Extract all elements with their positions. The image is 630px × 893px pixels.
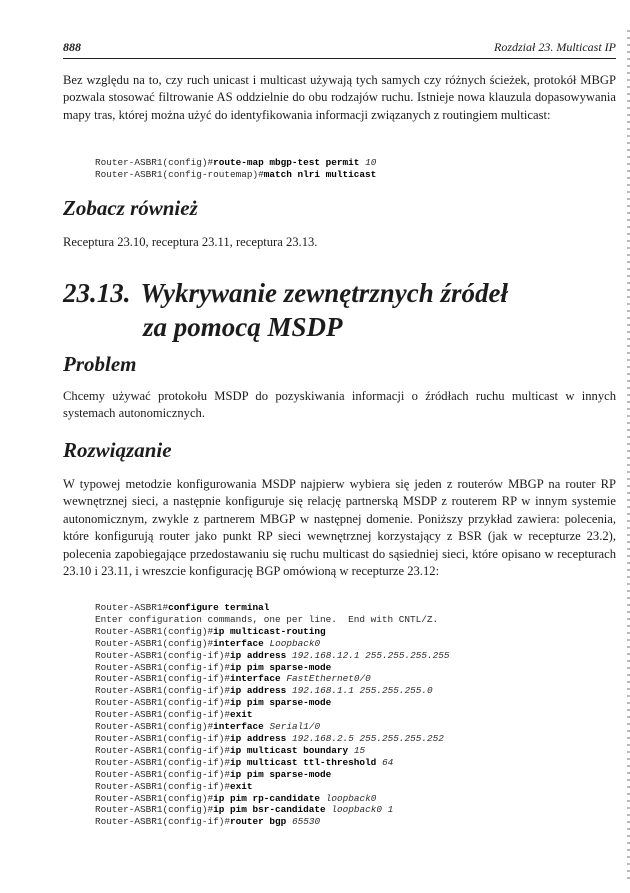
- code-prompt: Router-ASBR1(config-if)#: [95, 661, 231, 673]
- solution-text: W typowej metodzie konfigurowania MSDP najpierw wybiera się jeden z routerów MBGP na router RP wewnętrznej sieci, a następnie konfiguruje się relację partnerską MSDP z routerem RP w innym systemie autonomicznym, zwykle z partnerem MBGP w następnej domenie. Poniższy przykład zawiera: polecenia, które konfigurują router jako punkt RP sieci wewnętrznej korzystający z BSR (jak w recepturze 23.2), polecenia zapobiegające przedostawaniu się ruchu multicast do sąsiedniej sieci, które opisano w recepturach 23.10 i 23.11, i wreszcie konfigurację BGP omówioną w recepturze 23.12:: [63, 477, 616, 579]
- code-prompt: Router-ASBR1(config)#: [95, 157, 214, 168]
- code-line: [95, 673, 449, 685]
- code-prompt: Router-ASBR1(config-if)#: [95, 685, 231, 697]
- code-line: [95, 733, 449, 745]
- code-line: [95, 650, 449, 662]
- see-also-heading: Zobacz również: [63, 196, 198, 220]
- code-prompt: Router-ASBR1#: [95, 602, 169, 613]
- code-prompt: Router-ASBR1(config-if)#: [95, 709, 231, 721]
- section-title: [63, 276, 508, 344]
- code-prompt: Router-ASBR1(config-if)#: [95, 816, 231, 828]
- code-cmd: ip address: [230, 649, 287, 661]
- code-arg: Loopback0: [269, 637, 321, 649]
- code-prompt: Router-ASBR1(config-routemap)#: [95, 168, 264, 180]
- code-line: [95, 685, 449, 697]
- code-block-route-map: [95, 157, 376, 181]
- code-cmd: ip address: [230, 732, 287, 744]
- code-cmd: ip pim sparse-mode: [230, 697, 332, 709]
- code-arg: 192.168.1.1 255.255.255.0: [291, 685, 433, 697]
- code-line: [95, 781, 449, 793]
- code-arg: 192.168.12.1 255.255.255.255: [291, 649, 450, 661]
- code-plain: Enter configuration commands, one per line. End with CNTL/Z.: [95, 613, 439, 625]
- section-title-line1: Wykrywanie zewnętrznych źródeł: [140, 278, 509, 308]
- problem-text: Chcemy używać protokołu MSDP do pozyskiwania informacji o źródłach ruchu multicast w innych systemach autonomicznych.: [63, 389, 616, 421]
- code-line: [95, 614, 449, 626]
- code-cmd: ip pim rp-candidate: [213, 792, 321, 804]
- code-arg: loopback0 1: [331, 804, 394, 816]
- code-prompt: Router-ASBR1(config-if)#: [95, 649, 231, 661]
- solution-heading: Rozwiązanie: [63, 438, 172, 462]
- code-line: [95, 169, 376, 181]
- code-cmd: match nlri multicast: [263, 168, 377, 180]
- intro-paragraph: Bez względu na to, czy ruch unicast i multicast używają tych samych czy różnych ścieżek, protokół MBGP pozwala stosować filtrowanie AS oddzielnie do obu rodzajów ruchu. Istnieje nowa klauzula dopasowywania mapy tras, której można użyć do identyfikowania informacji związanych z routingiem multicast:: [63, 73, 616, 122]
- problem-heading: Problem: [63, 352, 137, 376]
- code-line: [95, 757, 449, 769]
- code-cmd: router bgp: [230, 816, 287, 828]
- code-line: [95, 626, 449, 638]
- code-prompt: Router-ASBR1(config-if)#: [95, 673, 231, 685]
- code-arg: FastEthernet0/0: [286, 673, 371, 685]
- code-arg: 10: [365, 157, 377, 168]
- code-prompt: Router-ASBR1(config)#: [95, 792, 214, 804]
- running-header: [63, 40, 616, 59]
- code-line: [95, 157, 376, 169]
- code-cmd: configure terminal: [168, 602, 270, 613]
- code-prompt: Router-ASBR1(config-if)#: [95, 756, 231, 768]
- code-line: [95, 769, 449, 781]
- code-cmd: interface: [213, 721, 264, 733]
- code-cmd: ip pim sparse-mode: [230, 661, 332, 673]
- code-line: [95, 816, 449, 828]
- code-prompt: Router-ASBR1(config)#: [95, 804, 214, 816]
- code-line: [95, 602, 449, 614]
- code-cmd: ip multicast-routing: [213, 625, 326, 637]
- see-also-text: Receptura 23.10, receptura 23.11, receptura 23.13.: [63, 235, 318, 249]
- code-prompt: Router-ASBR1(config-if)#: [95, 697, 231, 709]
- chapter-title: Rozdział 23. Multicast IP: [494, 40, 616, 54]
- code-prompt: Router-ASBR1(config-if)#: [95, 732, 231, 744]
- code-cmd: ip multicast boundary: [230, 744, 349, 756]
- code-line: [95, 721, 449, 733]
- code-line: [95, 697, 449, 709]
- code-prompt: Router-ASBR1(config)#: [95, 637, 214, 649]
- code-cmd: exit: [230, 709, 253, 721]
- code-line: [95, 662, 449, 674]
- code-arg: Serial1/0: [269, 721, 321, 733]
- section-title-line2: za pomocą MSDP: [143, 312, 343, 342]
- code-arg: 15: [353, 744, 366, 756]
- code-cmd: ip pim bsr-candidate: [213, 804, 326, 816]
- code-line: [95, 709, 449, 721]
- code-prompt: Router-ASBR1(config)#: [95, 625, 214, 637]
- code-cmd: ip multicast ttl-threshold: [230, 756, 377, 768]
- code-prompt: Router-ASBR1(config-if)#: [95, 768, 231, 780]
- code-arg: 192.168.2.5 255.255.255.252: [291, 732, 444, 744]
- code-prompt: Router-ASBR1(config-if)#: [95, 780, 231, 792]
- code-block-msdp-config: [95, 602, 449, 828]
- code-arg: 64: [381, 756, 394, 768]
- code-cmd: interface: [213, 637, 264, 649]
- code-arg: loopback0: [325, 792, 377, 804]
- code-prompt: Router-ASBR1(config)#: [95, 721, 214, 733]
- page-number: 888: [63, 40, 81, 54]
- section-number: 23.13.: [63, 278, 131, 308]
- code-cmd: interface: [230, 673, 281, 685]
- code-cmd: ip pim sparse-mode: [230, 768, 332, 780]
- code-cmd: route-map mbgp-test permit: [213, 157, 360, 168]
- code-cmd: ip address: [230, 685, 287, 697]
- code-line: [95, 793, 449, 805]
- code-prompt: Router-ASBR1(config-if)#: [95, 744, 231, 756]
- code-line: [95, 745, 449, 757]
- code-line: [95, 804, 449, 816]
- code-line: [95, 638, 449, 650]
- code-cmd: exit: [230, 780, 253, 792]
- code-arg: 65530: [291, 816, 321, 828]
